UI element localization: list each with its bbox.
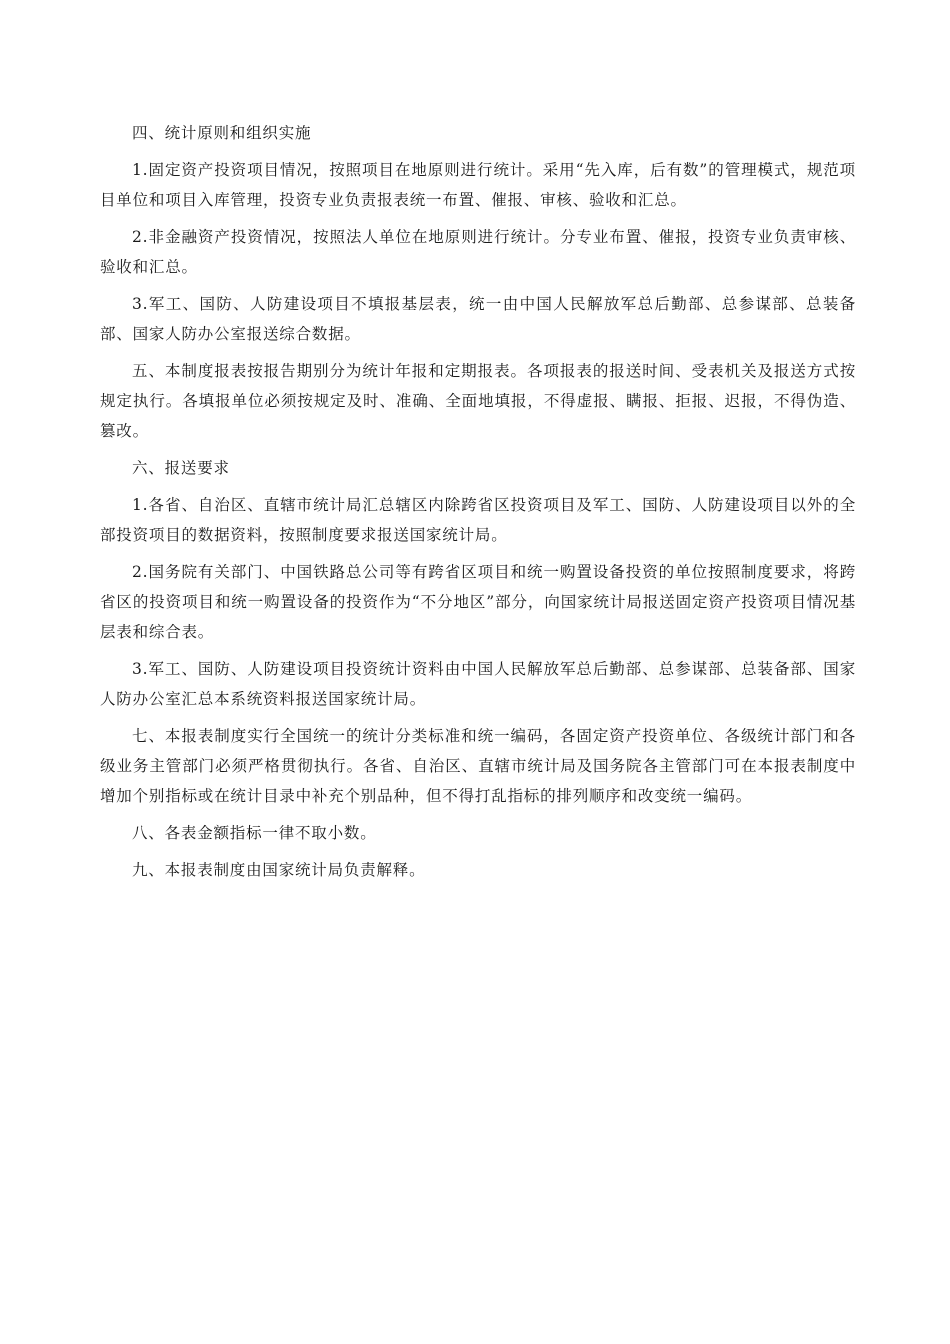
paragraph-non-financial-assets: 2.非金融资产投资情况，按照法人单位在地原则进行统计。分专业布置、催报，投资专业负责审核、验收和汇总。 (100, 228, 856, 276)
section-heading-submission-requirements: 六、报送要求 (132, 459, 230, 477)
paragraph-state-council-departments: 2.国务院有关部门、中国铁路总公司等有跨省区项目和统一购置设备投资的单位按照制度要求，将跨省区的投资项目和统一购置设备的投资作为“不分地区”部分，向国家统计局报送固定资产投资项目情况基层表和综合表。 (100, 563, 856, 641)
paragraph-provincial-submission: 1.各省、自治区、直辖市统计局汇总辖区内除跨省区投资项目及军工、国防、人防建设项目以外的全部投资项目的数据资料，按照制度要求报送国家统计局。 (100, 496, 856, 544)
paragraph-military-projects: 3.军工、国防、人防建设项目不填报基层表，统一由中国人民解放军总后勤部、总参谋部、总装备部、国家人防办公室报送综合数据。 (100, 295, 856, 343)
section-reporting-periods: 五、本制度报表按报告期别分为统计年报和定期报表。各项报表的报送时间、受表机关及报送方式按规定执行。各填报单位必须按规定及时、准确、全面地填报，不得虚报、瞒报、拒报、迟报，不得伪造、篡改。 (100, 362, 856, 440)
section-interpretation: 九、本报表制度由国家统计局负责解释。 (132, 861, 426, 879)
section-unified-classification: 七、本报表制度实行全国统一的统计分类标准和统一编码，各固定资产投资单位、各级统计部门和各级业务主管部门必须严格贯彻执行。各省、自治区、直辖市统计局及国务院各主管部门可在本报表制度中增加个别指标或在统计目录中补充个别品种，但不得打乱指标的排列顺序和改变统一编码。 (100, 727, 856, 805)
document-body (100, 118, 856, 892)
paragraph-military-statistics: 3.军工、国防、人防建设项目投资统计资料由中国人民解放军总后勤部、总参谋部、总装备部、国家人防办公室汇总本系统资料报送国家统计局。 (100, 660, 856, 708)
paragraph-fixed-asset-projects: 1.固定资产投资项目情况，按照项目在地原则进行统计。采用“先入库，后有数”的管理模式，规范项目单位和项目入库管理，投资专业负责报表统一布置、催报、审核、验收和汇总。 (100, 161, 856, 209)
section-amount-indicators: 八、各表金额指标一律不取小数。 (132, 824, 377, 842)
section-heading-statistical-principles: 四、统计原则和组织实施 (132, 124, 312, 142)
